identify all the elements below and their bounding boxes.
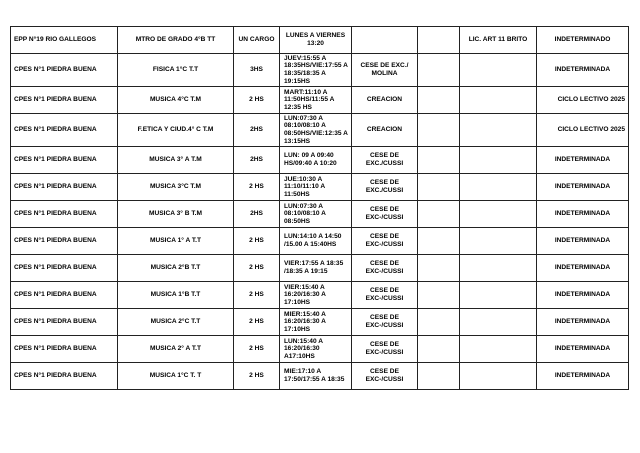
cell-school: CPES N°1 PIEDRA BUENA bbox=[11, 228, 118, 255]
header-school: EPP N°19 RIO GALLEGOS bbox=[11, 27, 118, 54]
cell-subject: MUSICA 3° A T.M bbox=[118, 147, 234, 174]
cell-blank bbox=[460, 201, 537, 228]
cell-schedule: LUN:07:30 A 08:10/08:10 A 08:50HS/VIE:12:35 A 13:15HS bbox=[280, 114, 352, 147]
cell-schedule: VIER:17:55 A 18:35 /18:35 A 19:15 bbox=[280, 255, 352, 282]
header-hours: UN CARGO bbox=[234, 27, 280, 54]
cell-schedule: JUE:10:30 A 11:10/11:10 A 11:50HS bbox=[280, 174, 352, 201]
cell-blank bbox=[460, 174, 537, 201]
cell-school: CPES N°1 PIEDRA BUENA bbox=[11, 54, 118, 87]
cell-blank bbox=[418, 363, 460, 390]
cell-term: INDETERMINADA bbox=[537, 282, 629, 309]
cell-blank bbox=[460, 228, 537, 255]
cell-term: INDETERMINADA bbox=[537, 363, 629, 390]
cell-reason: CESE DE EXC./CUSSI bbox=[352, 174, 418, 201]
header-role: MTRO DE GRADO 4°B TT bbox=[118, 27, 234, 54]
cell-hours: 2HS bbox=[234, 201, 280, 228]
cell-subject: F.ETICA Y CIUD.4° C T.M bbox=[118, 114, 234, 147]
header-schedule: LUNES A VIERNES 13:20 bbox=[280, 27, 352, 54]
cell-schedule: LUN:14:10 A 14:50 /15.00 A 15:40HS bbox=[280, 228, 352, 255]
cell-subject: MUSICA 2°C T.T bbox=[118, 309, 234, 336]
cell-term: CICLO LECTIVO 2025 bbox=[537, 114, 629, 147]
cell-schedule: LUN:07:30 A 08:10/08:10 A 08:50HS bbox=[280, 201, 352, 228]
cell-blank bbox=[418, 201, 460, 228]
cell-blank bbox=[418, 255, 460, 282]
cell-term: INDETERMINADA bbox=[537, 147, 629, 174]
header-reason bbox=[352, 27, 418, 54]
table-row bbox=[11, 336, 629, 363]
cell-school: CPES N°1 PIEDRA BUENA bbox=[11, 336, 118, 363]
cell-hours: 2 HS bbox=[234, 228, 280, 255]
cell-reason: CESE DE EXC-/CUSSI bbox=[352, 201, 418, 228]
cell-school: CPES N°1 PIEDRA BUENA bbox=[11, 147, 118, 174]
cell-blank bbox=[460, 336, 537, 363]
cell-term: INDETERMINADA bbox=[537, 174, 629, 201]
cell-subject: MUSICA 4°C T.M bbox=[118, 87, 234, 114]
table-row bbox=[11, 54, 629, 87]
cell-reason: CESE DE EXC-/CUSSI bbox=[352, 255, 418, 282]
cell-school: CPES N°1 PIEDRA BUENA bbox=[11, 282, 118, 309]
cell-reason: CESE DE EXC-/CUSSI bbox=[352, 282, 418, 309]
cell-reason: CREACION bbox=[352, 87, 418, 114]
cell-term: INDETERMINADA bbox=[537, 255, 629, 282]
table-row bbox=[11, 282, 629, 309]
cell-schedule: MIE:17:10 A 17:50/17:55 A 18:35 bbox=[280, 363, 352, 390]
cell-blank bbox=[418, 282, 460, 309]
cell-school: CPES N°1 PIEDRA BUENA bbox=[11, 174, 118, 201]
cell-term: INDETERMINADA bbox=[537, 228, 629, 255]
cell-reason: CREACION bbox=[352, 114, 418, 147]
header-article: LIC. ART 11 BRITO bbox=[460, 27, 537, 54]
table-row bbox=[11, 114, 629, 147]
cell-reason: CESE DE EXC./CUSSI bbox=[352, 147, 418, 174]
header-term: INDETERMINADO bbox=[537, 27, 629, 54]
cell-blank bbox=[418, 309, 460, 336]
cell-blank bbox=[460, 54, 537, 87]
cell-subject: MUSICA 2° A T.T bbox=[118, 336, 234, 363]
cell-school: CPES N°1 PIEDRA BUENA bbox=[11, 255, 118, 282]
cell-hours: 2HS bbox=[234, 114, 280, 147]
cell-schedule: JUEV:15:55 A 18:35HS/VIE:17:55 A 18:35/18:35 A 19:15HS bbox=[280, 54, 352, 87]
cell-subject: MUSICA 3°C T.M bbox=[118, 174, 234, 201]
cell-subject: FISICA 1°C T.T bbox=[118, 54, 234, 87]
cell-hours: 2 HS bbox=[234, 87, 280, 114]
cell-blank bbox=[460, 282, 537, 309]
cell-term: INDETERMINADA bbox=[537, 336, 629, 363]
cell-blank bbox=[418, 147, 460, 174]
cell-term: CICLO LECTIVO 2025 bbox=[537, 87, 629, 114]
cell-reason: CESE DE EXC-/CUSSI bbox=[352, 228, 418, 255]
cell-hours: 2 HS bbox=[234, 309, 280, 336]
cell-school: CPES N°1 PIEDRA BUENA bbox=[11, 87, 118, 114]
cell-schedule: MART:11:10 A 11:50HS/11:55 A 12:35 HS bbox=[280, 87, 352, 114]
cell-hours: 3HS bbox=[234, 54, 280, 87]
cell-blank bbox=[460, 87, 537, 114]
cell-term: INDETERMINADA bbox=[537, 309, 629, 336]
cell-term: INDETERMINADA bbox=[537, 201, 629, 228]
cell-hours: 2 HS bbox=[234, 255, 280, 282]
table-row bbox=[11, 201, 629, 228]
table-row bbox=[11, 87, 629, 114]
table-row bbox=[11, 228, 629, 255]
cell-school: CPES N°1 PIEDRA BUENA bbox=[11, 309, 118, 336]
cell-subject: MUSICA 1° A T.T bbox=[118, 228, 234, 255]
cell-blank bbox=[460, 363, 537, 390]
assignments-table bbox=[10, 26, 629, 390]
cell-subject: MUSICA 1°B T.T bbox=[118, 282, 234, 309]
table-row bbox=[11, 147, 629, 174]
cell-schedule: MIER:15:40 A 16:20/16:30 A 17:10HS bbox=[280, 309, 352, 336]
cell-blank bbox=[460, 147, 537, 174]
cell-blank bbox=[418, 228, 460, 255]
cell-blank bbox=[418, 87, 460, 114]
cell-blank bbox=[418, 54, 460, 87]
cell-reason: CESE DE EXC./ MOLINA bbox=[352, 54, 418, 87]
cell-school: CPES N°1 PIEDRA BUENA bbox=[11, 114, 118, 147]
cell-term: INDETERMINADA bbox=[537, 54, 629, 87]
cell-schedule: VIER:15:40 A 16:20/16:30 A 17:10HS bbox=[280, 282, 352, 309]
cell-schedule: LUN: 09 A 09:40 HS/09:40 A 10:20 bbox=[280, 147, 352, 174]
cell-blank bbox=[418, 114, 460, 147]
cell-subject: MUSICA 2°B T.T bbox=[118, 255, 234, 282]
table-row bbox=[11, 174, 629, 201]
header-extra bbox=[418, 27, 460, 54]
cell-blank bbox=[460, 255, 537, 282]
header-row bbox=[11, 27, 629, 54]
cell-blank bbox=[460, 114, 537, 147]
table-row bbox=[11, 363, 629, 390]
table-row bbox=[11, 255, 629, 282]
cell-reason: CESE DE EXC-/CUSSI bbox=[352, 336, 418, 363]
cell-reason: CESE DE EXC-/CUSSI bbox=[352, 363, 418, 390]
cell-hours: 2 HS bbox=[234, 282, 280, 309]
cell-blank bbox=[418, 174, 460, 201]
cell-school: CPES N°1 PIEDRA BUENA bbox=[11, 363, 118, 390]
cell-reason: CESE DE EXC-/CUSSI bbox=[352, 309, 418, 336]
cell-subject: MUSICA 1°C T. T bbox=[118, 363, 234, 390]
cell-blank bbox=[418, 336, 460, 363]
cell-hours: 2 HS bbox=[234, 174, 280, 201]
table-row bbox=[11, 309, 629, 336]
cell-hours: 2 HS bbox=[234, 336, 280, 363]
cell-hours: 2 HS bbox=[234, 363, 280, 390]
cell-hours: 2HS bbox=[234, 147, 280, 174]
cell-school: CPES N°1 PIEDRA BUENA bbox=[11, 201, 118, 228]
cell-schedule: LUN:15:40 A 16:20/16:30 A17:10HS bbox=[280, 336, 352, 363]
cell-blank bbox=[460, 309, 537, 336]
cell-subject: MUSICA 3° B T.M bbox=[118, 201, 234, 228]
